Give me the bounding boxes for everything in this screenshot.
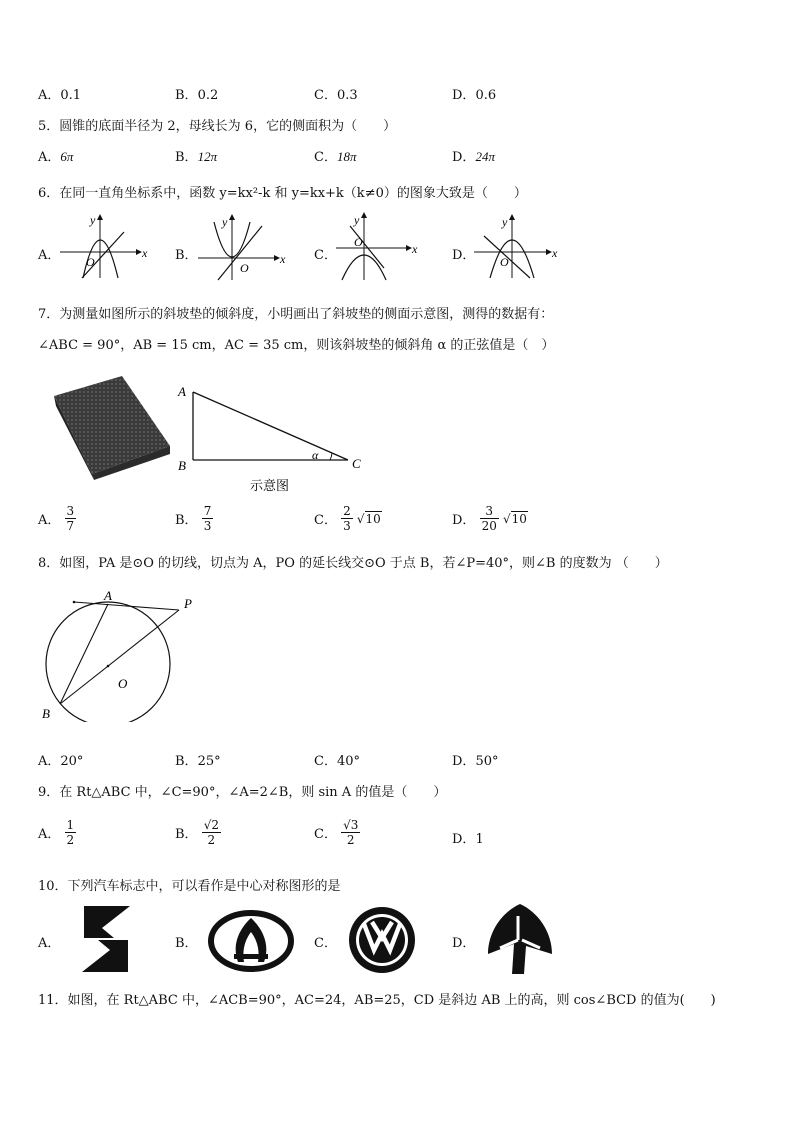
q8-stem: 8．如图，PA 是⊙O 的切线，切点为 A，PO 的延长线交⊙O 于点 B，若∠P=40°，则∠B 的度数为 （ ） <box>38 556 668 571</box>
arrow-logo <box>484 902 556 976</box>
wedge-cushion-photo <box>50 374 174 484</box>
q8-label-o: O <box>118 676 128 691</box>
q10-option-a-letter: A． <box>38 936 61 951</box>
q8-option-a: A．20° <box>38 754 84 769</box>
q6-a-origin: O <box>86 255 95 269</box>
q6-option-a-letter: A． <box>38 248 61 263</box>
q5-option-a: A．6π <box>38 149 74 165</box>
q7-stem-line2: ∠ABC = 90°，AB = 15 cm，AC = 35 cm，则该斜坡垫的倾斜角 α 的正弦值是（ ） <box>38 338 555 353</box>
q4-option-c: C．0.3 <box>314 88 358 103</box>
q6-option-b-letter: B． <box>175 248 198 263</box>
q10-option-d-letter: D． <box>452 936 476 951</box>
q7-option-d: D． $\frac{3}{20}$ √10 <box>452 504 527 533</box>
q6-graph-d <box>472 212 564 282</box>
q6-graph-a <box>58 212 150 282</box>
q6-option-c-letter: C． <box>314 248 337 263</box>
q7-label-c: C <box>352 456 361 471</box>
q5-stem: 5．圆锥的底面半径为 2，母线长为 6，它的侧面积为（ ） <box>38 119 397 134</box>
q9-option-b: B． $\frac{√2}{2}$ <box>175 818 219 847</box>
q9-stem: 9．在 Rt△ABC 中，∠C=90°，∠A=2∠B，则 sin A 的值是（ ） <box>38 785 447 800</box>
q7-label-alpha: α <box>312 448 319 462</box>
q9-option-c: C． $\frac{√3}{2}$ <box>314 818 359 847</box>
q5-option-b: B．12π <box>175 149 218 165</box>
changan-logo <box>208 910 294 972</box>
q8-option-b: B．25° <box>175 754 221 769</box>
q7-label-b: B <box>178 458 186 473</box>
q7-fig-caption: 示意图 <box>250 479 290 494</box>
q6-b-x-label: x <box>280 252 286 266</box>
q8-circle-diagram <box>36 582 206 722</box>
q7-triangle-diagram <box>170 378 370 496</box>
volkswagen-logo <box>346 904 418 976</box>
q7-stem-line1: 7．为测量如图所示的斜坡垫的倾斜度，小明画出了斜坡垫的侧面示意图，测得的数据有： <box>38 307 554 322</box>
q6-graph-c <box>334 210 426 282</box>
q4-option-b: B．0.2 <box>175 88 219 103</box>
q5-option-c: C．18π <box>314 149 357 165</box>
q7-label-a: A <box>178 384 186 399</box>
suzuki-logo <box>70 904 142 974</box>
q10-stem: 10．下列汽车标志中，可以看作是中心对称图形的是 <box>38 879 341 894</box>
q6-c-origin: O <box>354 235 363 249</box>
q6-d-x-label: x <box>552 246 558 260</box>
q8-label-b: B <box>42 706 50 721</box>
q6-a-x-label: x <box>142 246 148 260</box>
q4-option-a: A．0.1 <box>38 88 82 103</box>
q7-option-b: B． $\frac{7}{3}$ <box>175 504 212 533</box>
q7-option-c: C． $\frac{2}{3}$ √10 <box>314 504 381 533</box>
q9-option-d: D．1 <box>452 832 484 847</box>
q4-option-d: D．0.6 <box>452 88 497 103</box>
q6-c-y-label: y <box>354 213 360 227</box>
q8-label-p: P <box>184 596 192 611</box>
q6-b-y-label: y <box>222 215 228 229</box>
q6-graph-b <box>196 212 288 282</box>
q9-option-a: A． $\frac{1}{2}$ <box>38 818 75 847</box>
q10-option-c-letter: C． <box>314 936 337 951</box>
q8-option-d: D．50° <box>452 754 499 769</box>
q7-option-a: A． $\frac{3}{7}$ <box>38 504 75 533</box>
q11-stem: 11．如图，在 Rt△ABC 中，∠ACB=90°，AC=24，AB=25，CD 是斜边 AB 上的高，则 cos∠BCD 的值为( ) <box>38 993 716 1008</box>
q6-option-d-letter: D． <box>452 248 476 263</box>
q10-option-b-letter: B． <box>175 936 198 951</box>
q6-b-origin: O <box>240 261 249 275</box>
q6-a-y-label: y <box>90 213 96 227</box>
q6-d-y-label: y <box>502 215 508 229</box>
q6-d-origin: O <box>500 255 509 269</box>
q6-c-x-label: x <box>412 242 418 256</box>
q6-stem: 6．在同一直角坐标系中，函数 y=kx²-k 和 y=kx+k（k≠0）的图象大致是（ ） <box>38 186 527 201</box>
q8-label-a: A <box>104 588 112 603</box>
q8-option-c: C．40° <box>314 754 360 769</box>
q5-option-d: D．24π <box>452 149 495 165</box>
